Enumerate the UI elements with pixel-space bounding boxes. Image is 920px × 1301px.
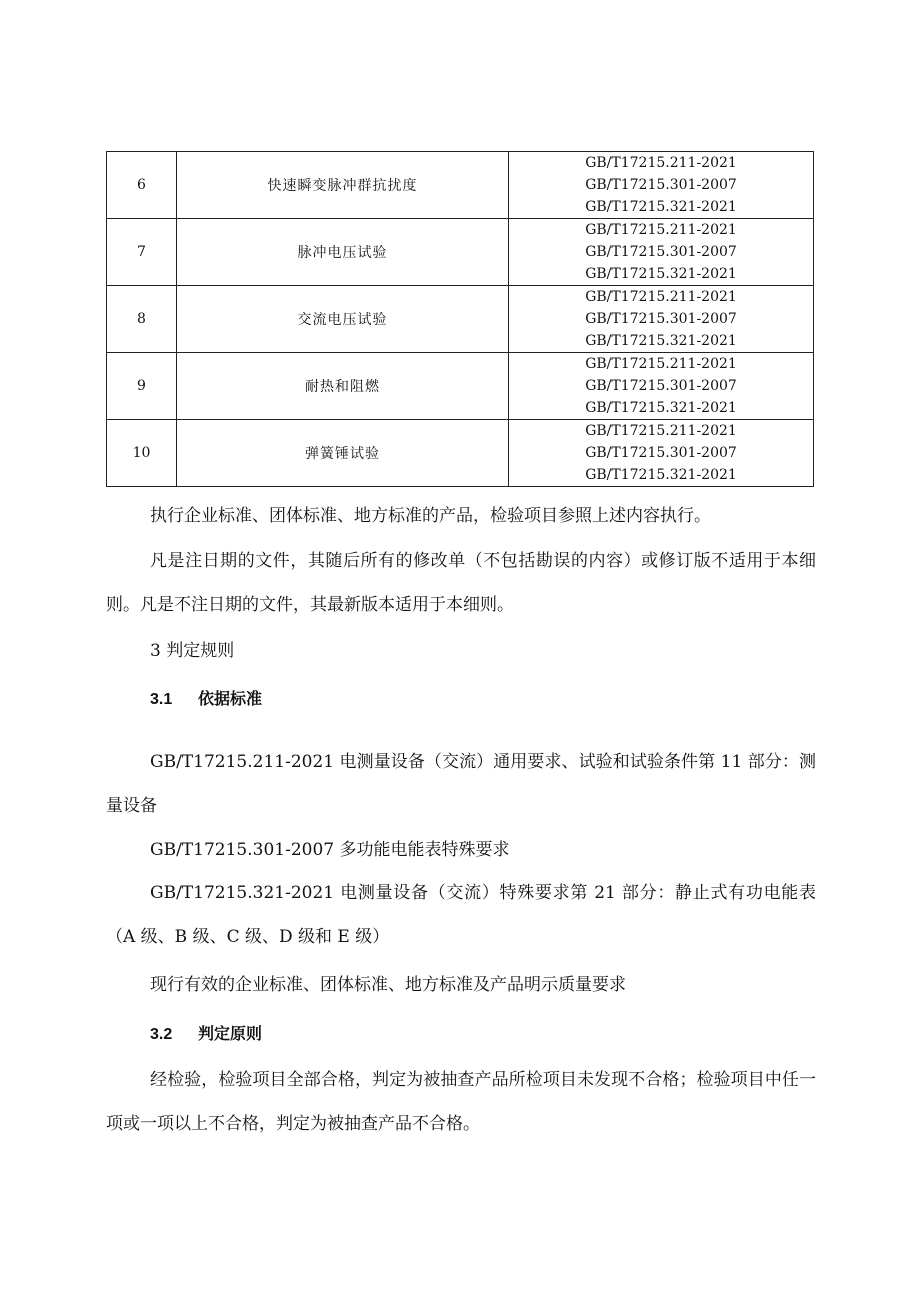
- test-item-name: 快速瞬变脉冲群抗扰度: [177, 152, 509, 219]
- table-row: [107, 420, 814, 487]
- paragraph-judgement: 经检验，检验项目全部合格，判定为被抽查产品所检项目未发现不合格；检验项目中任一项或一项以上不合格，判定为被抽查产品不合格。: [106, 1070, 816, 1134]
- section-heading-3: 3 判定规则: [150, 641, 235, 661]
- test-item-name: 脉冲电压试验: [177, 219, 509, 286]
- standard-ref: GB/T17215.211-2021: [585, 222, 737, 238]
- standards-cell: [509, 152, 814, 219]
- reference-standard: GB/T17215.321-2021 电测量设备（交流）特殊要求第 21 部分：静止式有功电能表（A 级、B 级、C 级、D 级和 E 级）: [106, 883, 816, 947]
- test-item-name: 弹簧锤试验: [177, 420, 509, 487]
- standards-cell: [509, 286, 814, 353]
- standard-ref: GB/T17215.301-2007: [585, 378, 737, 394]
- standard-ref: GB/T17215.211-2021: [585, 356, 737, 372]
- subsection-heading-3-1: [150, 686, 262, 709]
- subsection-heading-3-2: [150, 1021, 262, 1044]
- table-row: [107, 353, 814, 420]
- standard-ref: GB/T17215.211-2021: [585, 423, 737, 439]
- standard-ref: GB/T17215.321-2021: [585, 467, 737, 483]
- paragraph-dated-references: 凡是注日期的文件，其随后所有的修改单（不包括勘误的内容）或修订版不适用于本细则。凡是不注日期的文件，其最新版本适用于本细则。: [106, 551, 816, 615]
- reference-standard: 现行有效的企业标准、团体标准、地方标准及产品明示质量要求: [150, 975, 626, 995]
- standards-cell: [509, 219, 814, 286]
- test-item-name: 耐热和阻燃: [177, 353, 509, 420]
- subsection-title: 判定原则: [198, 1026, 263, 1043]
- reference-standard: GB/T17215.301-2007 多功能电能表特殊要求: [150, 840, 510, 860]
- test-item-name: 交流电压试验: [177, 286, 509, 353]
- row-number: 6: [107, 152, 177, 219]
- row-number: 9: [107, 353, 177, 420]
- standards-cell: [509, 353, 814, 420]
- row-number: 10: [107, 420, 177, 487]
- test-items-table: [106, 151, 814, 487]
- standard-ref: GB/T17215.211-2021: [585, 155, 737, 171]
- standard-ref: GB/T17215.321-2021: [585, 400, 737, 416]
- standard-ref: GB/T17215.321-2021: [585, 333, 737, 349]
- subsection-number: 3.1: [150, 691, 173, 708]
- reference-standard: GB/T17215.211-2021 电测量设备（交流）通用要求、试验和试验条件第 11 部分：测量设备: [106, 752, 816, 816]
- standard-ref: GB/T17215.321-2021: [585, 199, 737, 215]
- standards-cell: [509, 420, 814, 487]
- table-row: [107, 152, 814, 219]
- standard-ref: GB/T17215.211-2021: [585, 289, 737, 305]
- row-number: 8: [107, 286, 177, 353]
- paragraph-scope: 执行企业标准、团体标准、地方标准的产品，检验项目参照上述内容执行。: [150, 506, 711, 526]
- standard-ref: GB/T17215.301-2007: [585, 445, 737, 461]
- row-number: 7: [107, 219, 177, 286]
- standard-ref: GB/T17215.301-2007: [585, 177, 737, 193]
- standard-ref: GB/T17215.321-2021: [585, 266, 737, 282]
- subsection-title: 依据标准: [198, 691, 263, 708]
- table-row: [107, 219, 814, 286]
- standard-ref: GB/T17215.301-2007: [585, 244, 737, 260]
- subsection-number: 3.2: [150, 1026, 173, 1043]
- standard-ref: GB/T17215.301-2007: [585, 311, 737, 327]
- table-row: [107, 286, 814, 353]
